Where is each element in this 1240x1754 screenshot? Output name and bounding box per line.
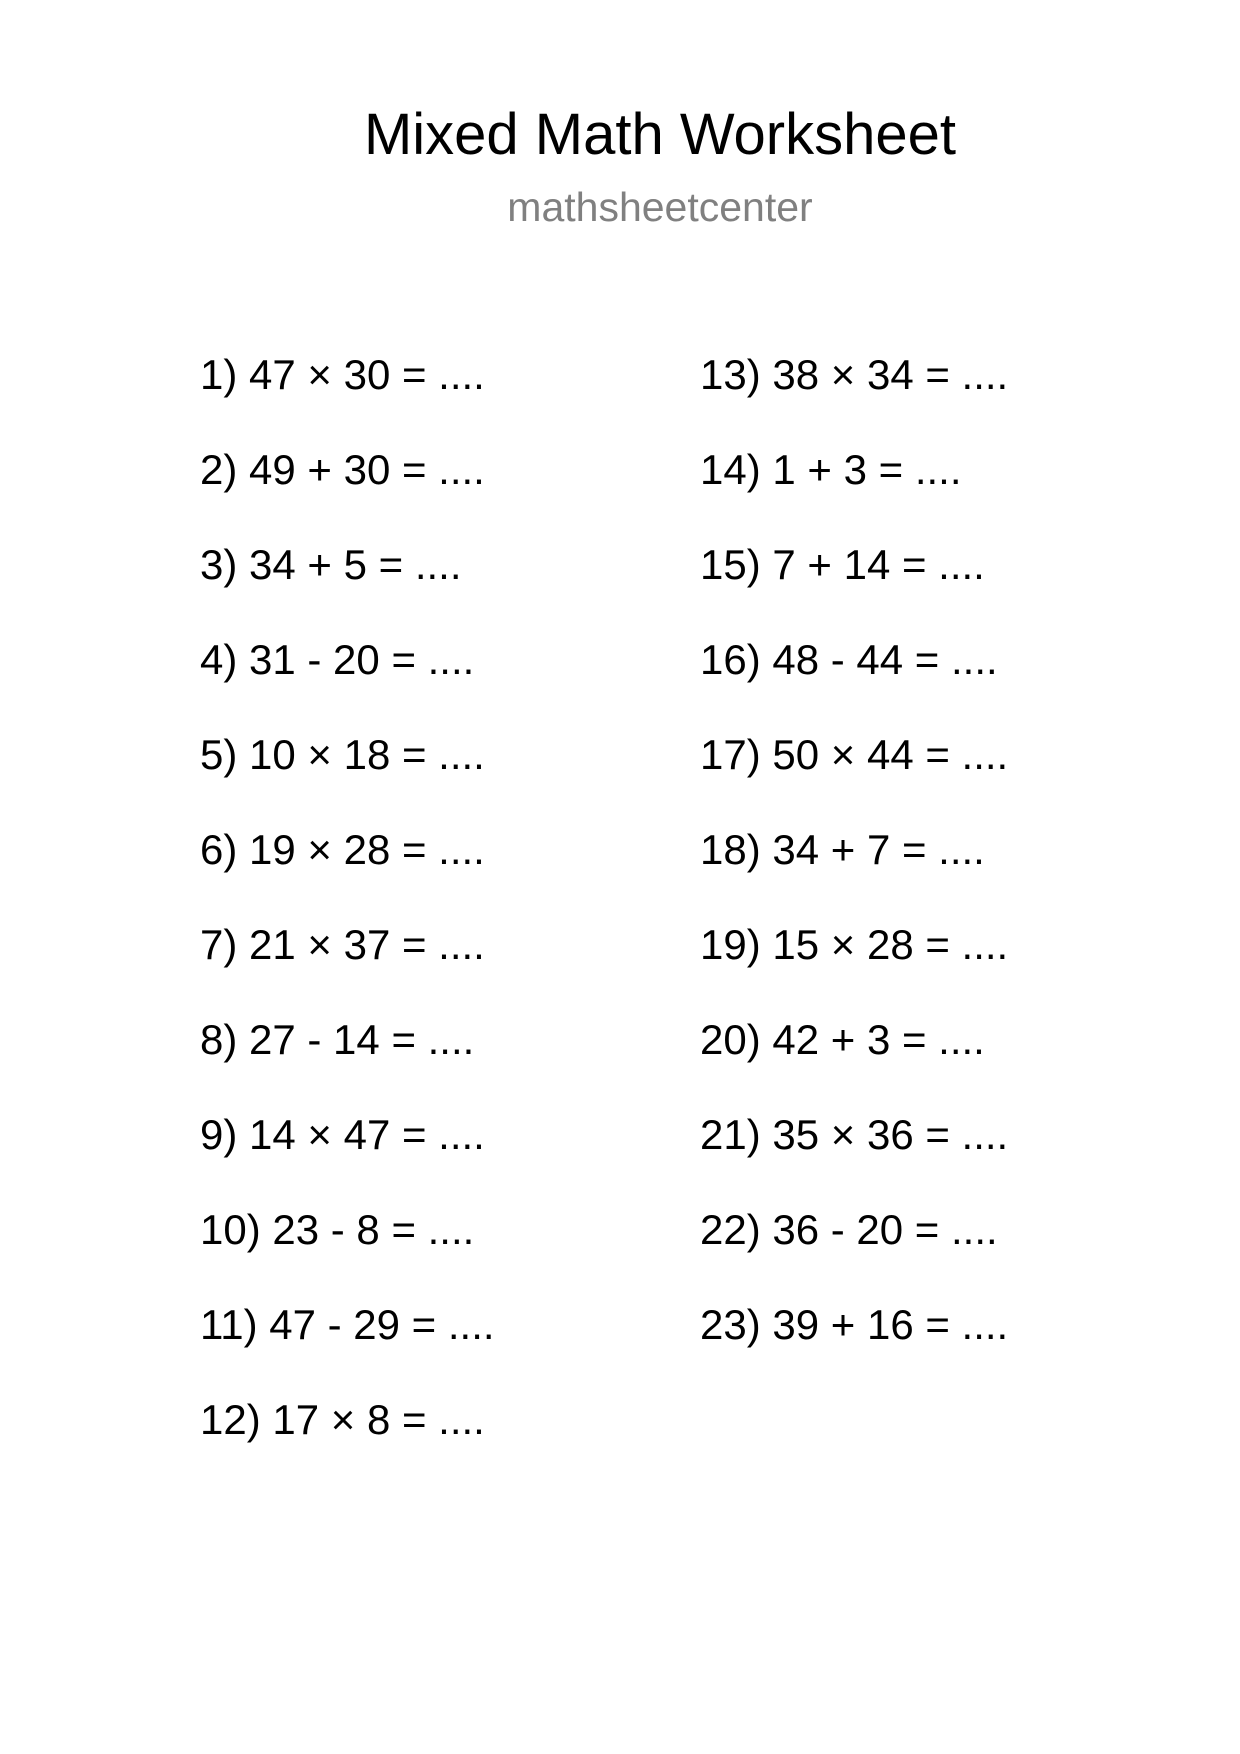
problem-6: 6) 19 × 28 = .... <box>200 826 485 873</box>
problem-22: 22) 36 - 20 = .... <box>700 1206 998 1253</box>
problem-14: 14) 1 + 3 = .... <box>700 446 962 493</box>
worksheet-title: Mixed Math Worksheet <box>363 102 957 167</box>
problem-16: 16) 48 - 44 = .... <box>700 636 998 683</box>
problem-9: 9) 14 × 47 = .... <box>200 1111 485 1158</box>
problem-23: 23) 39 + 16 = .... <box>700 1301 1009 1348</box>
problem-13: 13) 38 × 34 = .... <box>700 351 1009 398</box>
problem-10: 10) 23 - 8 = .... <box>200 1206 475 1253</box>
problem-1: 1) 47 × 30 = .... <box>200 351 485 398</box>
problem-19: 19) 15 × 28 = .... <box>700 921 1009 968</box>
problem-21: 21) 35 × 36 = .... <box>700 1111 1009 1158</box>
problem-11: 11) 47 - 29 = .... <box>200 1301 495 1348</box>
problem-4: 4) 31 - 20 = .... <box>200 636 475 683</box>
problem-column-left <box>200 346 495 1486</box>
worksheet-subtitle: mathsheetcenter <box>507 184 813 230</box>
problem-7: 7) 21 × 37 = .... <box>200 921 485 968</box>
problem-12: 12) 17 × 8 = .... <box>200 1396 485 1443</box>
problem-15: 15) 7 + 14 = .... <box>700 541 985 588</box>
problem-17: 17) 50 × 44 = .... <box>700 731 1009 778</box>
problem-column-right <box>700 346 1008 1391</box>
problem-2: 2) 49 + 30 = .... <box>200 446 485 493</box>
problem-5: 5) 10 × 18 = .... <box>200 731 485 778</box>
problem-20: 20) 42 + 3 = .... <box>700 1016 985 1063</box>
problem-18: 18) 34 + 7 = .... <box>700 826 985 873</box>
problem-3: 3) 34 + 5 = .... <box>200 541 462 588</box>
problem-8: 8) 27 - 14 = .... <box>200 1016 475 1063</box>
